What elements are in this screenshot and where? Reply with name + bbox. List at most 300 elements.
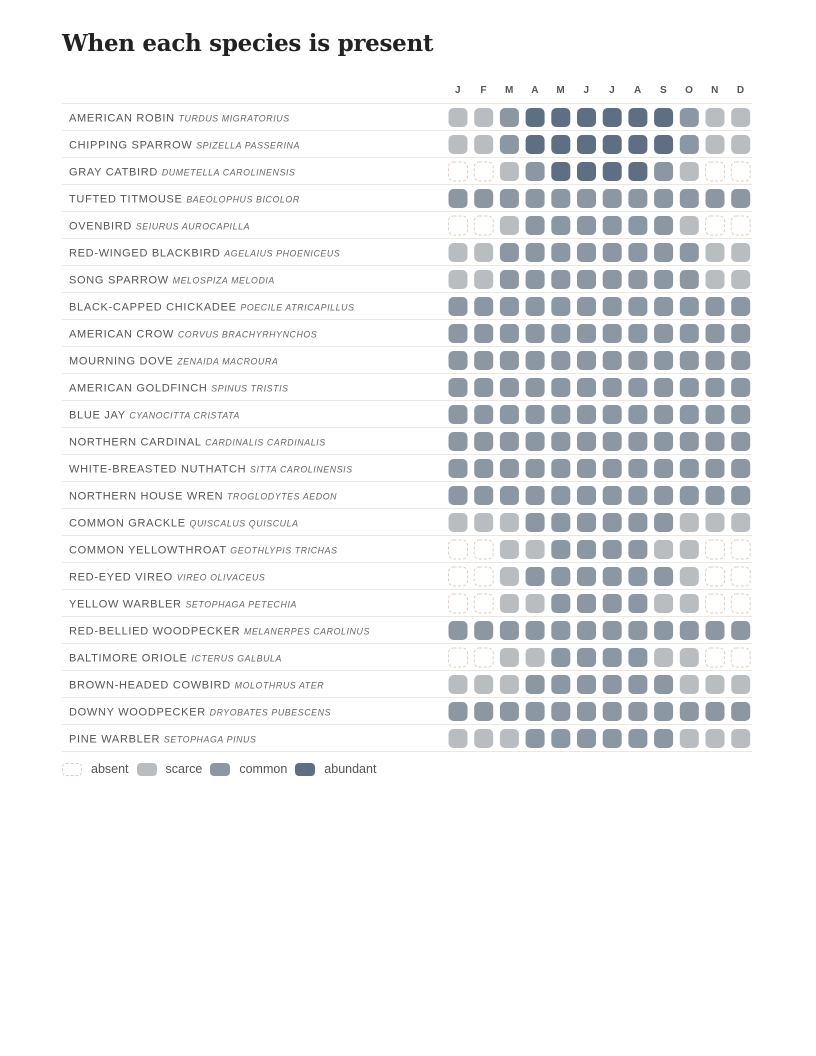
species-common-name: WHITE-BREASTED NUTHATCH [69,463,250,476]
cell-absent [731,594,750,613]
cell-absent [706,216,725,235]
cell-common [526,324,545,343]
cell-common [577,648,596,667]
cell-common [474,432,493,451]
species-common-name: AMERICAN ROBIN [69,112,179,125]
species-latin-name: CARDINALIS CARDINALIS [205,437,326,448]
cell-common [449,432,468,451]
cell-common [474,189,493,208]
cell-scarce [526,648,545,667]
legend-item-absent [62,762,129,776]
cell-common [526,486,545,505]
cell-absent [474,594,493,613]
cell-scarce [449,108,468,127]
cell-common [654,324,673,343]
page-title: When each species is present [62,30,434,57]
species-latin-name: TURDUS MIGRATORIUS [178,113,290,124]
legend-label-absent: absent [91,762,129,776]
cell-common [731,405,750,424]
cell-common [577,567,596,586]
cell-common [654,270,673,289]
species-latin-name: MOLOTHRUS ATER [234,680,325,691]
cell-common [628,189,647,208]
cell-scarce [680,162,699,181]
species-latin-name: SITTA CAROLINENSIS [249,464,353,475]
cell-common [706,189,725,208]
species-common-name: RED-WINGED BLACKBIRD [69,247,225,260]
species-label [69,464,353,476]
cell-common [500,459,519,478]
cell-common [551,486,570,505]
cell-scarce [474,135,493,154]
species-latin-name: AGELAIUS PHOENICEUS [224,248,341,259]
cell-common [449,405,468,424]
cell-common [603,621,622,640]
species-latin-name: VIREO OLIVACEUS [176,572,266,583]
cell-common [731,324,750,343]
cell-abundant [526,135,545,154]
species-label [69,302,355,314]
cell-absent [731,216,750,235]
cell-common [449,486,468,505]
species-common-name: GRAY CATBIRD [69,166,162,179]
cell-common [577,378,596,397]
species-latin-name: SEIURUS AUROCAPILLA [135,221,251,232]
species-common-name: TUFTED TITMOUSE [69,193,187,206]
species-label [69,680,324,692]
legend-item-scarce [137,762,203,776]
legend-item-common [210,762,287,776]
cell-common [551,351,570,370]
cell-common [551,702,570,721]
legend-swatch-common [210,763,230,776]
cell-common [526,675,545,694]
cell-common [551,216,570,235]
cell-common [628,243,647,262]
cell-common [731,621,750,640]
cell-abundant [551,135,570,154]
cell-abundant [628,108,647,127]
cell-common [526,459,545,478]
cell-common [603,675,622,694]
species-label [69,221,250,233]
cell-common [680,378,699,397]
cell-common [628,324,647,343]
cell-common [680,135,699,154]
cell-scarce [654,648,673,667]
cell-scarce [449,243,468,262]
cell-scarce [680,594,699,613]
cell-common [526,729,545,748]
cell-common [551,270,570,289]
cell-scarce [731,135,750,154]
species-common-name: NORTHERN HOUSE WREN [69,490,228,503]
cell-common [706,432,725,451]
cell-absent [706,540,725,559]
cell-scarce [449,729,468,748]
cell-abundant [654,135,673,154]
cell-common [654,243,673,262]
cell-common [628,729,647,748]
legend [62,762,384,776]
cell-common [603,594,622,613]
species-label [69,518,299,530]
cell-common [680,189,699,208]
cell-common [680,270,699,289]
cell-common [654,567,673,586]
cell-scarce [706,513,725,532]
cell-scarce [500,540,519,559]
cell-common [526,297,545,316]
cell-abundant [577,162,596,181]
cell-abundant [551,108,570,127]
species-label [69,194,300,206]
cell-common [628,405,647,424]
cell-common [526,189,545,208]
cell-common [680,405,699,424]
cell-scarce [449,135,468,154]
cell-common [449,378,468,397]
cell-absent [474,648,493,667]
cell-common [500,297,519,316]
cell-common [474,378,493,397]
cell-common [654,162,673,181]
cell-common [449,189,468,208]
cell-common [628,648,647,667]
cell-common [500,378,519,397]
cell-absent [706,648,725,667]
cell-common [706,459,725,478]
cell-absent [706,594,725,613]
cell-absent [474,216,493,235]
cell-scarce [500,729,519,748]
cell-common [603,459,622,478]
species-latin-name: BAEOLOPHUS BICOLOR [186,194,300,205]
species-common-name: SONG SPARROW [69,274,173,287]
species-label [69,248,340,260]
cell-scarce [526,594,545,613]
species-label [69,572,265,584]
cell-scarce [706,675,725,694]
species-common-name: CHIPPING SPARROW [69,139,197,152]
cell-common [500,486,519,505]
cell-common [680,243,699,262]
cell-scarce [474,513,493,532]
legend-swatch-abundant [295,763,315,776]
cell-absent [706,162,725,181]
cell-common [500,135,519,154]
cell-common [551,567,570,586]
cell-scarce [731,729,750,748]
cell-common [500,108,519,127]
cell-common [500,270,519,289]
cell-scarce [474,108,493,127]
species-latin-name: POECILE ATRICAPILLUS [240,302,355,313]
cell-common [603,243,622,262]
cell-absent [449,540,468,559]
cell-common [603,729,622,748]
cell-common [603,486,622,505]
cell-common [449,324,468,343]
species-label [69,491,337,503]
cell-common [654,486,673,505]
cell-common [500,621,519,640]
cell-scarce [680,540,699,559]
cell-common [603,297,622,316]
cell-common [654,189,673,208]
cell-common [577,432,596,451]
cell-common [526,162,545,181]
cell-scarce [500,594,519,613]
legend-label-common: common [239,762,288,776]
cell-common [449,297,468,316]
cell-common [731,486,750,505]
cell-scarce [731,513,750,532]
cell-common [706,351,725,370]
cell-common [603,270,622,289]
cell-common [680,459,699,478]
species-latin-name: SPINUS TRISTIS [211,383,289,394]
legend-label-abundant: abundant [324,762,377,776]
cell-common [551,648,570,667]
species-latin-name: DRYOBATES PUBESCENS [209,707,332,718]
cell-common [551,405,570,424]
cell-absent [731,567,750,586]
cell-scarce [731,675,750,694]
month-header: D [736,85,745,96]
cell-common [526,351,545,370]
month-header: O [685,85,694,96]
cell-common [551,540,570,559]
cell-common [500,432,519,451]
cell-common [577,621,596,640]
cell-common [628,432,647,451]
cell-common [526,405,545,424]
cell-common [680,702,699,721]
cell-common [706,702,725,721]
cell-common [577,351,596,370]
species-common-name: BLUE JAY [69,409,130,422]
species-common-name: RED-BELLIED WOODPECKER [69,625,245,638]
species-common-name: BALTIMORE ORIOLE [69,652,192,665]
cell-scarce [500,162,519,181]
cell-common [500,405,519,424]
cell-absent [474,567,493,586]
cell-abundant [603,135,622,154]
cell-common [680,108,699,127]
cell-common [628,459,647,478]
cell-absent [731,648,750,667]
month-header: A [634,85,642,96]
cell-common [526,270,545,289]
cell-common [577,675,596,694]
cell-common [551,594,570,613]
cell-absent [449,216,468,235]
cell-common [731,297,750,316]
cell-common [731,702,750,721]
cell-common [577,702,596,721]
cell-common [500,189,519,208]
cell-common [577,540,596,559]
cell-common [551,378,570,397]
species-label [69,113,290,125]
species-common-name: MOURNING DOVE [69,355,178,368]
month-header: M [504,85,514,96]
cell-common [628,216,647,235]
cell-common [654,297,673,316]
cell-common [654,621,673,640]
cell-common [628,270,647,289]
cell-common [500,702,519,721]
cell-scarce [500,216,519,235]
cell-common [577,405,596,424]
cell-common [628,297,647,316]
cell-common [654,351,673,370]
species-common-name: YELLOW WARBLER [69,598,186,611]
species-label [69,383,289,395]
species-latin-name: ZENAIDA MACROURA [177,356,279,367]
species-latin-name: CYANOCITTA CRISTATA [129,410,240,421]
species-common-name: OVENBIRD [69,220,136,233]
cell-common [603,216,622,235]
species-label [69,707,331,719]
cell-common [603,540,622,559]
cell-common [474,459,493,478]
cell-scarce [706,729,725,748]
cell-abundant [654,108,673,127]
cell-common [628,540,647,559]
species-common-name: BROWN-HEADED COWBIRD [69,679,235,692]
cell-scarce [449,513,468,532]
cell-scarce [654,594,673,613]
month-header: J [583,85,590,96]
species-latin-name: TROGLODYTES AEDON [227,491,338,502]
cell-common [628,594,647,613]
species-latin-name: ICTERUS GALBULA [191,653,282,664]
cell-scarce [706,243,725,262]
species-common-name: AMERICAN CROW [69,328,178,341]
cell-absent [474,540,493,559]
cell-absent [706,567,725,586]
species-label [69,653,282,665]
cell-common [628,486,647,505]
cell-common [526,378,545,397]
species-common-name: COMMON GRACKLE [69,517,190,530]
cell-abundant [628,135,647,154]
cell-scarce [731,108,750,127]
cell-common [706,405,725,424]
cell-scarce [474,270,493,289]
cell-common [654,378,673,397]
cell-common [731,189,750,208]
cell-common [474,702,493,721]
cell-abundant [628,162,647,181]
cell-common [628,702,647,721]
cell-common [474,486,493,505]
cell-common [474,351,493,370]
species-label [69,140,300,152]
cell-common [577,459,596,478]
species-common-name: PINE WARBLER [69,733,164,746]
month-header: J [454,85,462,96]
cell-common [706,324,725,343]
cell-common [500,324,519,343]
species-latin-name: SPIZELLA PASSERINA [196,140,300,151]
cell-scarce [680,648,699,667]
cell-common [577,216,596,235]
cell-scarce [706,108,725,127]
cell-common [731,459,750,478]
cell-common [706,486,725,505]
species-label [69,599,297,611]
cell-common [500,243,519,262]
cell-common [731,378,750,397]
cell-scarce [680,567,699,586]
cell-common [474,297,493,316]
cell-scarce [680,675,699,694]
cell-common [577,486,596,505]
cell-common [526,432,545,451]
cell-scarce [680,513,699,532]
cell-common [551,243,570,262]
cell-common [654,513,673,532]
cell-common [731,432,750,451]
cell-absent [449,648,468,667]
cell-common [680,432,699,451]
cell-common [680,486,699,505]
species-common-name: COMMON YELLOWTHROAT [69,544,231,557]
species-label [69,167,295,179]
species-common-name: DOWNY WOODPECKER [69,706,210,719]
cell-common [603,324,622,343]
cell-common [706,297,725,316]
cell-scarce [731,243,750,262]
cell-absent [731,540,750,559]
cell-scarce [706,270,725,289]
cell-scarce [474,729,493,748]
cell-common [603,405,622,424]
cell-common [526,702,545,721]
cell-absent [731,162,750,181]
cell-common [551,297,570,316]
cell-common [449,459,468,478]
species-latin-name: GEOTHLYPIS TRICHAS [230,545,338,556]
cell-scarce [449,675,468,694]
cell-scarce [474,243,493,262]
cell-common [680,621,699,640]
species-latin-name: CORVUS BRACHYRHYNCHOS [177,329,318,340]
cell-common [577,297,596,316]
cell-common [680,297,699,316]
species-label [69,626,370,638]
cell-scarce [680,216,699,235]
cell-common [706,378,725,397]
cell-scarce [474,675,493,694]
cell-scarce [500,513,519,532]
cell-common [680,324,699,343]
cell-common [449,621,468,640]
species-latin-name: SETOPHAGA PINUS [163,734,257,745]
cell-common [628,351,647,370]
legend-label-scarce: scarce [165,762,203,776]
cell-common [603,567,622,586]
species-latin-name: QUISCALUS QUISCULA [189,518,299,529]
cell-common [603,513,622,532]
cell-common [551,621,570,640]
month-header: J [609,85,616,96]
cell-abundant [577,108,596,127]
cell-scarce [500,675,519,694]
